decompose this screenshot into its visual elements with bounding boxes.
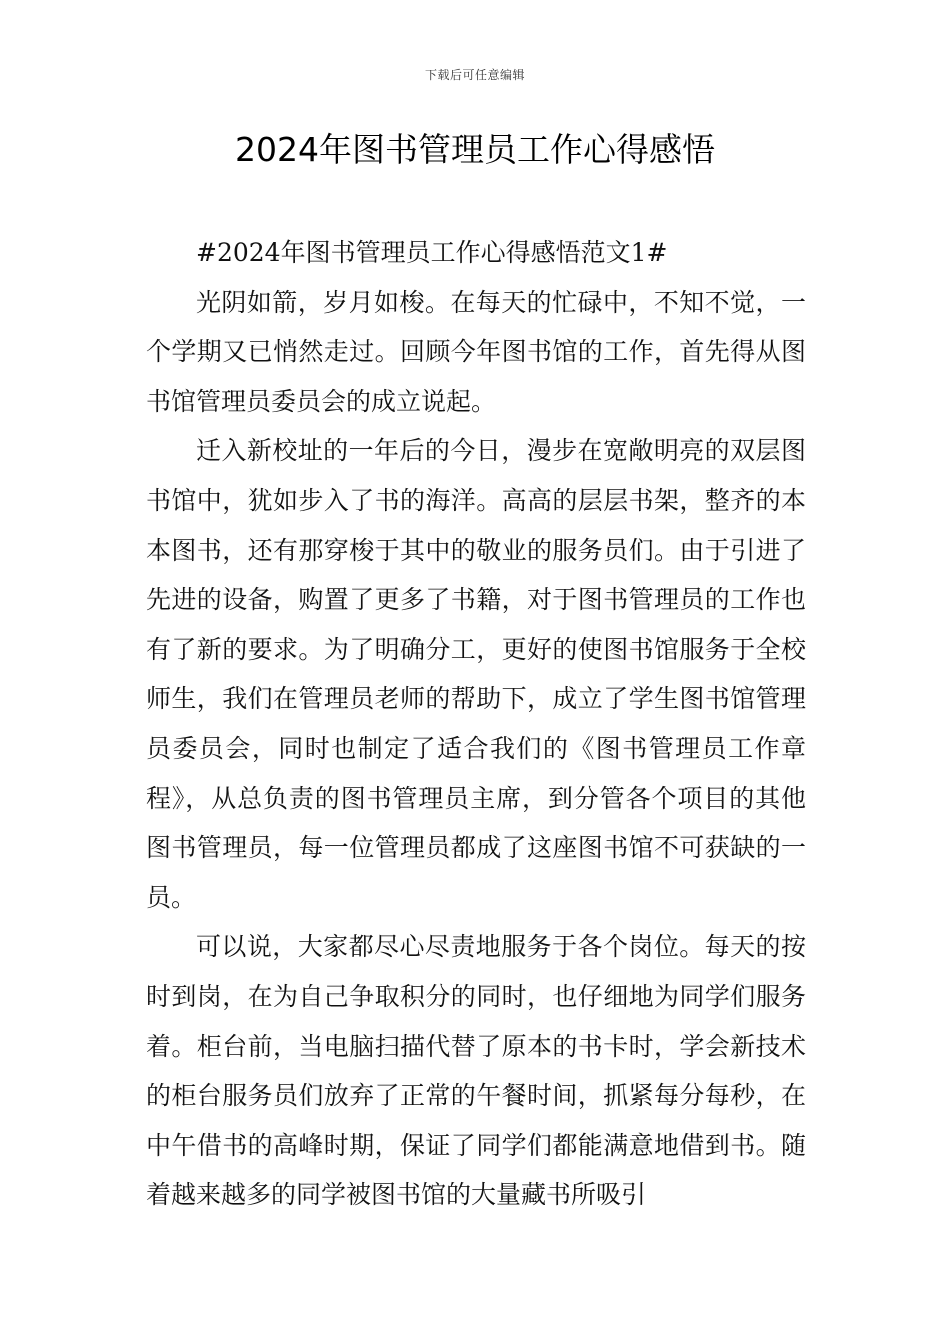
section-heading: #2024年图书管理员工作心得感悟范文1# — [196, 238, 668, 267]
header-note: 下载后可任意编辑 — [424, 68, 525, 82]
document-title: 2024年图书管理员工作心得感悟 — [235, 130, 715, 169]
paragraph: 光阴如箭，岁月如梭。在每天的忙碌中，不知不觉，一个学期又已悄然走过。回顾今年图书馆的工作，首先得从图书馆管理员委员会的成立说起。 — [146, 287, 806, 416]
paragraph: 可以说，大家都尽心尽责地服务于各个岗位。每天的按时到岗，在为自己争取积分的同时，也仔细地为同学们服务着。柜台前，当电脑扫描代替了原本的书卡时，学会新技术的柜台服务员们放弃了正常的午餐时间，抓紧每分每秒，在中午借书的高峰时期，保证了同学们都能满意地借到书。随着越来越多的同学被图书馆的大量藏书所吸引 — [146, 932, 806, 1210]
document-body — [146, 228, 806, 1220]
paragraph: 迁入新校址的一年后的今日，漫步在宽敞明亮的双层图书馆中，犹如步入了书的海洋。高高的层层书架，整齐的本本图书，还有那穿梭于其中的敬业的服务员们。由于引进了先进的设备，购置了更多了书籍，对于图书管理员的工作也有了新的要求。为了明确分工，更好的使图书馆服务于全校师生，我们在管理员老师的帮助下，成立了学生图书馆管理员委员会，同时也制定了适合我们的《图书管理员工作章程》，从总负责的图书管理员主席，到分管各个项目的其他图书管理员，每一位管理员都成了这座图书馆不可获缺的一员。 — [146, 436, 806, 912]
